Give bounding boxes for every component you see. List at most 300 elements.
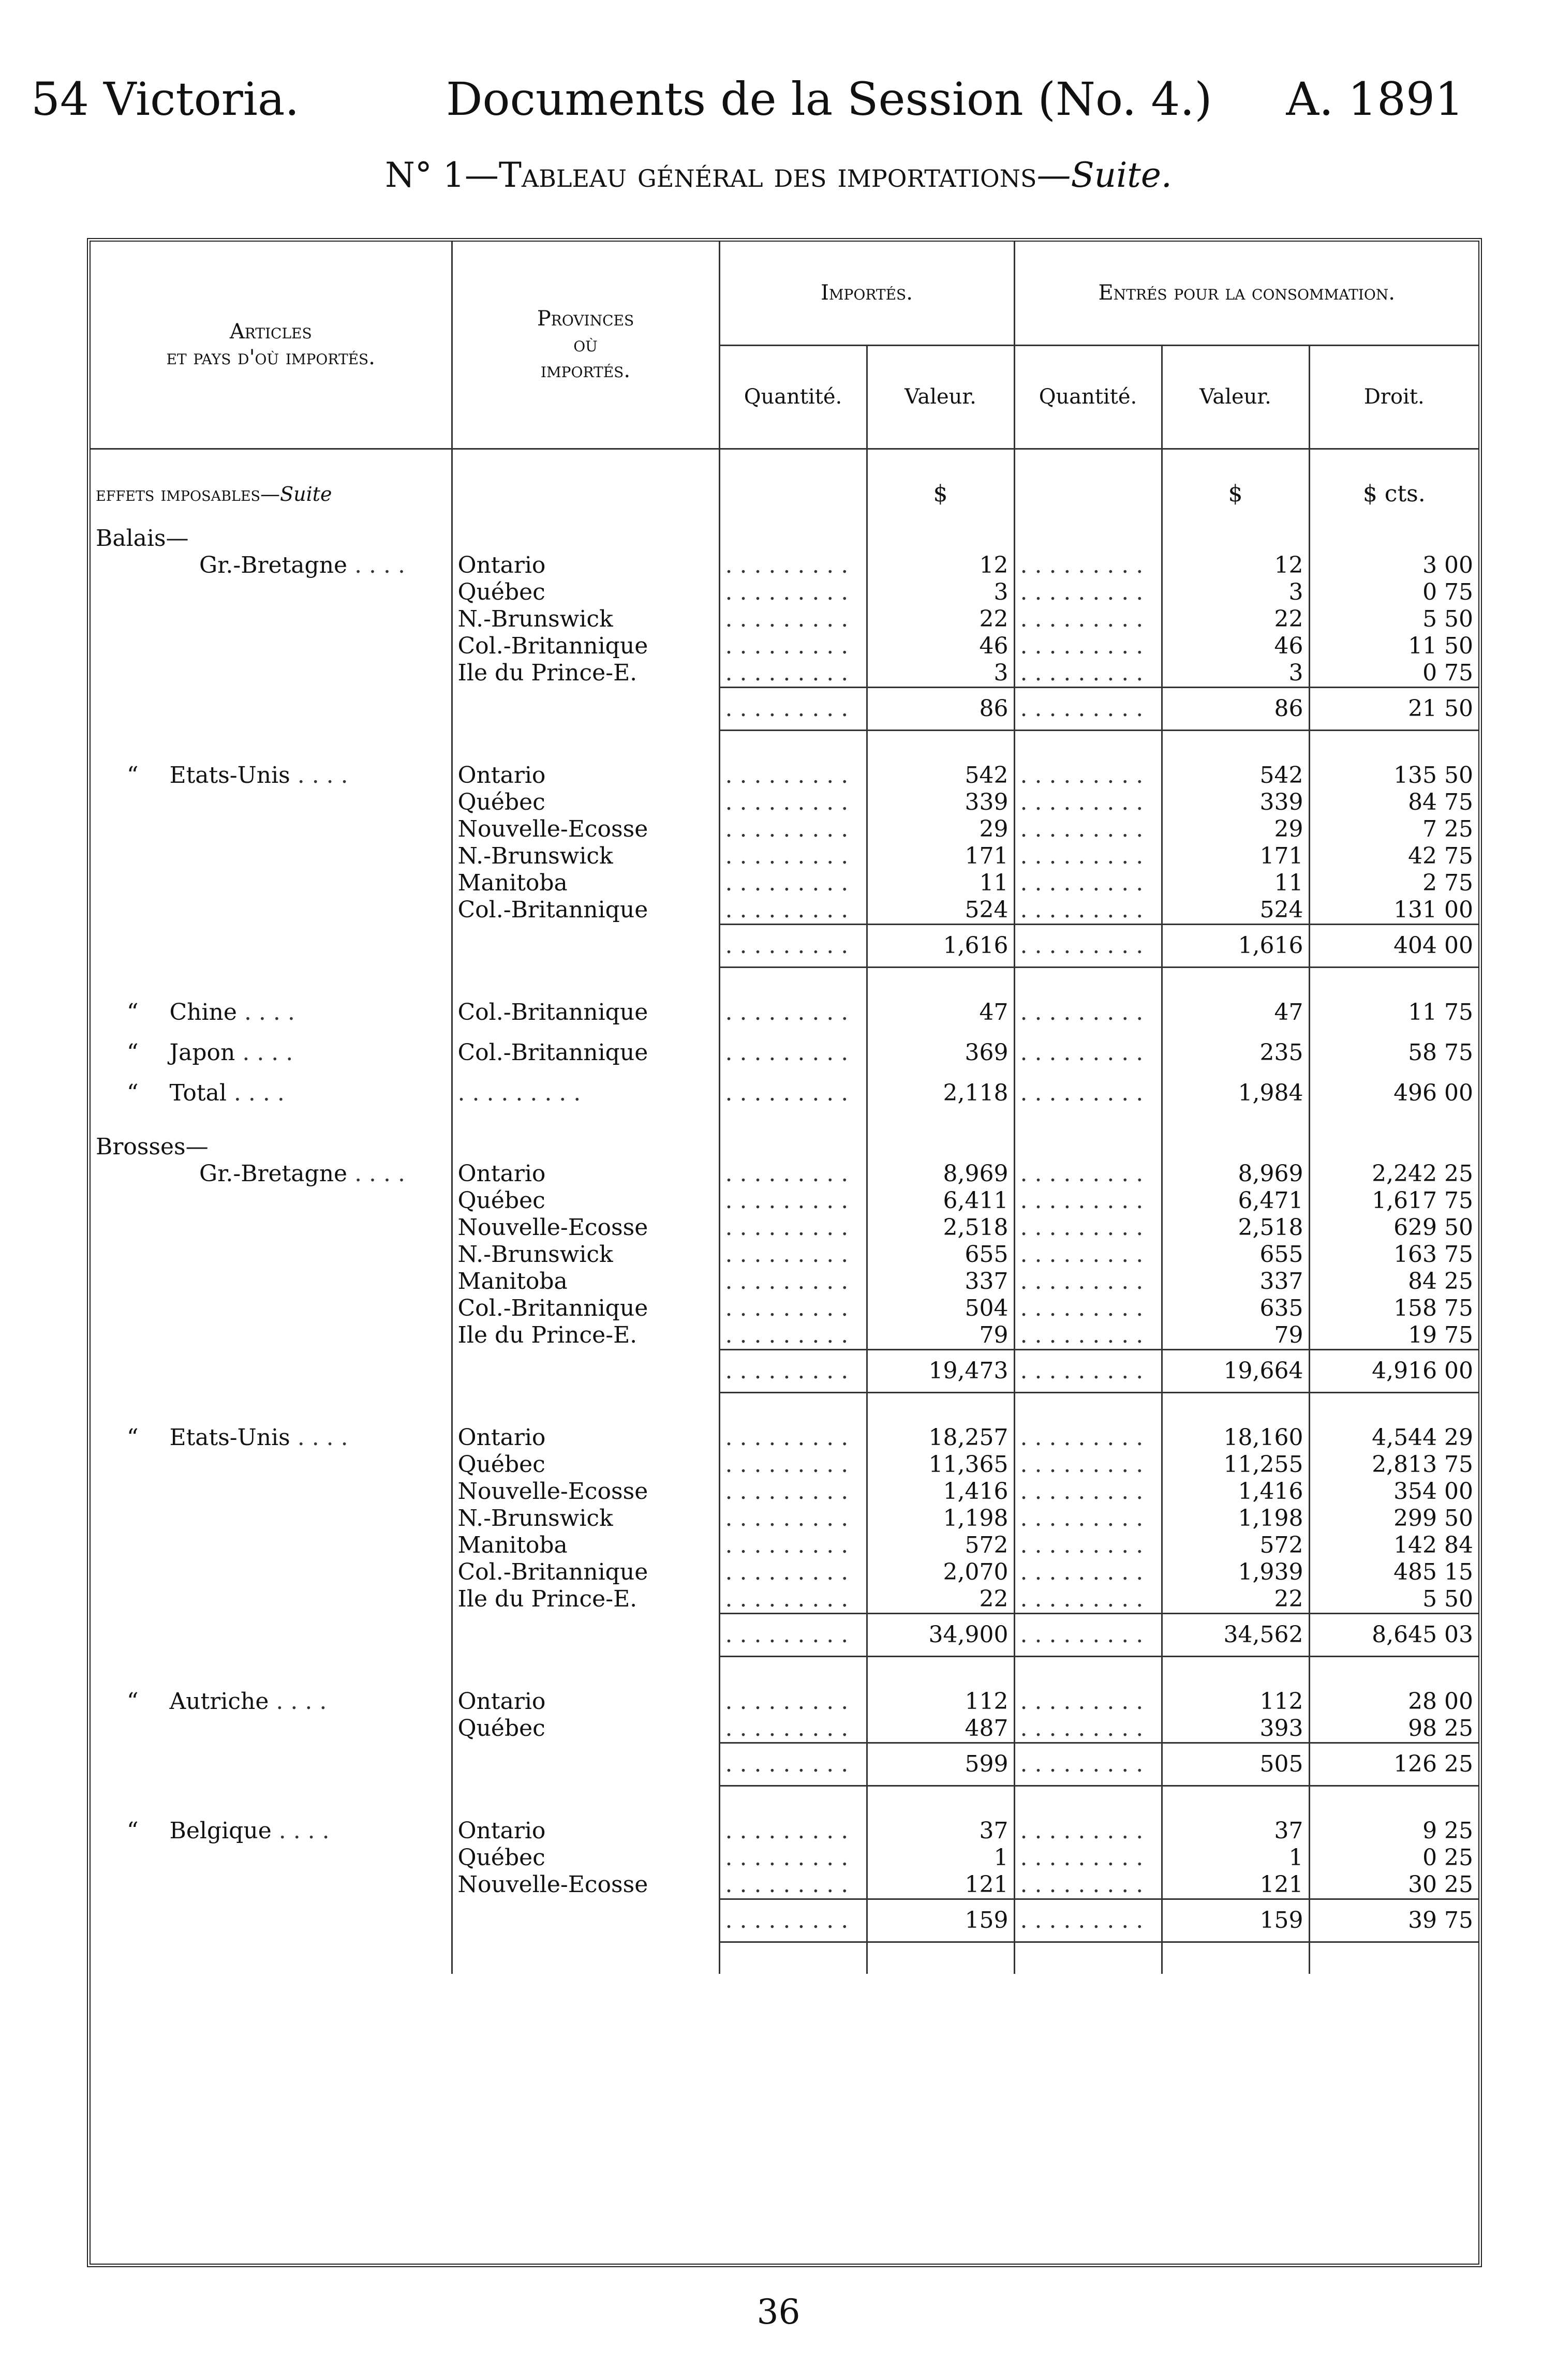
table-row (91, 1871, 1478, 1899)
valeur-importes: 369 (867, 1039, 1014, 1066)
table-row (91, 1505, 1478, 1532)
section-label (91, 449, 452, 512)
table-header (91, 242, 1478, 449)
ditto-mark: “ (127, 1424, 139, 1451)
valeur-entres: 524 (1162, 897, 1309, 925)
ditto-mark: “ (127, 1039, 139, 1066)
subtotal-valeur-importes: 159 (867, 1899, 1014, 1942)
valeur-entres: 37 (1162, 1818, 1309, 1844)
table-row (91, 870, 1478, 897)
province-cell: Ontario (452, 552, 719, 579)
province-cell: Ontario (452, 1161, 719, 1187)
dot-leader: . . . . . . . . . (1014, 1715, 1162, 1743)
dot-leader: . . . . . . . . . (1014, 1899, 1162, 1942)
dot-leader: . . . . . . . . . (1014, 843, 1162, 870)
ditto-mark: “ (127, 999, 139, 1025)
valeur-importes: 112 (867, 1688, 1014, 1715)
dot-leader: . . . . . . . . . (719, 1559, 867, 1586)
table-row (91, 660, 1478, 688)
dot-leader: . . . . . . . . . (1014, 687, 1162, 730)
subtotal-droit: 4,916 00 (1309, 1349, 1478, 1392)
col-header-provinces-line3: importés. (540, 359, 631, 383)
valeur-importes: 487 (867, 1715, 1014, 1743)
dot-leader: . . . . (226, 1079, 285, 1106)
valeur-entres: 339 (1162, 789, 1309, 816)
dot-leader: . . . . . . . . . (719, 924, 867, 967)
valeur-importes: 11,365 (867, 1451, 1014, 1478)
col-header-articles-line2: et pays d'où importés. (166, 346, 375, 370)
title-suffix: —Suite. (1036, 155, 1172, 195)
dot-leader: . . . . . . . . . (719, 552, 867, 579)
dot-leader: . . . . . . . . . (1014, 1688, 1162, 1715)
droit: 9 25 (1309, 1818, 1478, 1844)
dot-leader: . . . . . . . . . (719, 1478, 867, 1505)
valeur-importes: 47 (867, 999, 1014, 1026)
dot-leader: . . . . . . . . . (1014, 1161, 1162, 1187)
dot-leader: . . . . . . . . . (1014, 1295, 1162, 1322)
table-row (91, 1818, 1478, 1844)
valeur-entres: 2,518 (1162, 1214, 1309, 1241)
article-name: Balais— (96, 525, 189, 552)
dot-leader: . . . . . . . . . (1014, 1818, 1162, 1844)
table-row (91, 1478, 1478, 1505)
droit: 0 75 (1309, 579, 1478, 606)
subtotal-valeur-importes: 1,616 (867, 924, 1014, 967)
valeur-importes: 11 (867, 870, 1014, 897)
province-cell: Manitoba (452, 870, 719, 897)
province-cell: Québec (452, 1715, 719, 1743)
table-row (91, 1187, 1478, 1214)
province-cell: Ontario (452, 1424, 719, 1451)
table-row (91, 633, 1478, 660)
table-row (91, 552, 1478, 579)
table-row (91, 1322, 1478, 1350)
province-cell: Québec (452, 1451, 719, 1478)
dot-leader: . . . . . . . . . (1014, 762, 1162, 789)
table-row (91, 789, 1478, 816)
valeur-importes: 121 (867, 1871, 1014, 1899)
droit: 42 75 (1309, 843, 1478, 870)
dot-leader: . . . . . . . . . (719, 1871, 867, 1899)
dot-leader: . . . . (236, 999, 295, 1025)
dot-leader: . . . . . . . . . (1014, 1613, 1162, 1656)
droit: 5 50 (1309, 606, 1478, 633)
country-name: Belgique (169, 1817, 272, 1844)
subtotal-valeur-importes: 86 (867, 687, 1014, 730)
province-cell: Québec (452, 1844, 719, 1871)
dot-leader: . . . . . . . . . (719, 762, 867, 789)
subtotal-row (91, 1349, 1478, 1392)
spacer-row (91, 967, 1478, 999)
province-cell: Québec (452, 579, 719, 606)
valeur-importes: 18,257 (867, 1424, 1014, 1451)
droit: 354 00 (1309, 1478, 1478, 1505)
dot-leader: . . . . . . . . . (1014, 606, 1162, 633)
province-cell: Nouvelle-Ecosse (452, 1214, 719, 1241)
spacer-row (91, 512, 1478, 525)
dot-leader: . . . . . . . . . (719, 660, 867, 688)
province-cell: . . . . . . . . . (452, 1080, 719, 1107)
col-header-entres: Entrés pour la consommation. (1014, 242, 1478, 345)
dot-leader: . . . . . . . . . (1014, 552, 1162, 579)
valeur-entres: 1 (1162, 1844, 1309, 1871)
dot-leader: . . . . . . . . . (1014, 1080, 1162, 1107)
spacer-row (91, 1392, 1478, 1424)
valeur-importes: 29 (867, 816, 1014, 843)
province-cell: Col.-Britannique (452, 999, 719, 1026)
droit: 4,544 29 (1309, 1424, 1478, 1451)
article-row (91, 1134, 1478, 1161)
subtotal-row (91, 687, 1478, 730)
droit: 135 50 (1309, 762, 1478, 789)
dot-leader: . . . . . . . . . (719, 1424, 867, 1451)
country-name: Chine (169, 999, 237, 1025)
table-row (91, 1039, 1478, 1066)
subtotal-droit: 39 75 (1309, 1899, 1478, 1942)
dot-leader: . . . . . . . . . (1014, 1559, 1162, 1586)
country-cell (91, 1424, 452, 1451)
dot-leader: . . . . . . . . . (719, 816, 867, 843)
valeur-entres: 1,939 (1162, 1559, 1309, 1586)
subtotal-valeur-entres: 86 (1162, 687, 1309, 730)
dot-leader: . . . . . . . . . (719, 579, 867, 606)
country-name: Total (169, 1079, 227, 1106)
unit-valeur-entres: $ (1162, 449, 1309, 512)
running-header-right: A. 1891 (1286, 72, 1464, 126)
dot-leader: . . . . . . . . . (719, 1322, 867, 1350)
table-row (91, 762, 1478, 789)
province-cell: Col.-Britannique (452, 897, 719, 925)
dot-leader: . . . . . . . . . (1014, 579, 1162, 606)
province-cell: Nouvelle-Ecosse (452, 816, 719, 843)
dot-leader: . . . . . . . . . (1014, 999, 1162, 1026)
valeur-importes: 171 (867, 843, 1014, 870)
country-cell (91, 1039, 452, 1066)
valeur-importes: 542 (867, 762, 1014, 789)
droit: 2 75 (1309, 870, 1478, 897)
valeur-entres: 22 (1162, 606, 1309, 633)
valeur-importes: 1,416 (867, 1478, 1014, 1505)
valeur-importes: 79 (867, 1322, 1014, 1350)
dot-leader: . . . . . . . . . (719, 1268, 867, 1295)
subtotal-droit: 8,645 03 (1309, 1613, 1478, 1656)
valeur-entres: 171 (1162, 843, 1309, 870)
province-cell: Ontario (452, 1818, 719, 1844)
droit: 299 50 (1309, 1505, 1478, 1532)
valeur-importes: 504 (867, 1295, 1014, 1322)
spacer-row (91, 1942, 1478, 1974)
dot-leader: . . . . . . . . . (1014, 1871, 1162, 1899)
valeur-entres: 572 (1162, 1532, 1309, 1559)
dot-leader: . . . . (235, 1039, 293, 1066)
col-header-droit: Droit. (1309, 345, 1478, 449)
table-row (91, 1161, 1478, 1187)
col-header-quantite-importes: Quantité. (719, 345, 867, 449)
ditto-mark: “ (127, 1079, 139, 1106)
valeur-importes: 22 (867, 1586, 1014, 1614)
dot-leader: . . . . . . . . . (1014, 1349, 1162, 1392)
dot-leader: . . . . . . . . . (719, 1451, 867, 1478)
dot-leader: . . . . . . . . . (719, 1532, 867, 1559)
valeur-entres: 46 (1162, 633, 1309, 660)
section-row (91, 449, 1478, 512)
valeur-importes: 37 (867, 1818, 1014, 1844)
valeur-entres: 11 (1162, 870, 1309, 897)
article-row (91, 525, 1478, 552)
spacer-row (91, 1066, 1478, 1080)
valeur-entres: 8,969 (1162, 1161, 1309, 1187)
dot-leader: . . . . (290, 1424, 348, 1451)
subtotal-valeur-entres: 505 (1162, 1743, 1309, 1786)
valeur-entres: 393 (1162, 1715, 1309, 1743)
valeur-entres: 1,198 (1162, 1505, 1309, 1532)
dot-leader: . . . . . . . . . (1014, 633, 1162, 660)
droit: 158 75 (1309, 1295, 1478, 1322)
table-body (91, 449, 1478, 1974)
province-cell: Nouvelle-Ecosse (452, 1871, 719, 1899)
droit: 11 50 (1309, 633, 1478, 660)
dot-leader: . . . . . . . . . (1014, 1478, 1162, 1505)
valeur-entres: 29 (1162, 816, 1309, 843)
valeur-importes: 3 (867, 579, 1014, 606)
country-cell (91, 1688, 452, 1715)
droit: 142 84 (1309, 1532, 1478, 1559)
table-row (91, 897, 1478, 925)
table-row (91, 1844, 1478, 1871)
province-cell: N.-Brunswick (452, 1241, 719, 1268)
col-header-articles-line1: Articles (229, 320, 312, 344)
dot-leader: . . . . . . . . . (1014, 1505, 1162, 1532)
valeur-importes: 337 (867, 1268, 1014, 1295)
section-label-prefix: effets imposables— (96, 482, 280, 505)
dot-leader: . . . . . . . . . (719, 1844, 867, 1871)
col-header-articles (91, 242, 452, 449)
table-row (91, 1424, 1478, 1451)
table-title (0, 155, 1557, 195)
province-cell: Manitoba (452, 1532, 719, 1559)
valeur-entres: 6,471 (1162, 1187, 1309, 1214)
valeur-entres: 1,416 (1162, 1478, 1309, 1505)
droit: 84 75 (1309, 789, 1478, 816)
dot-leader: . . . . . . . . . (1014, 1214, 1162, 1241)
droit: 98 25 (1309, 1715, 1478, 1743)
country-cell (91, 1080, 452, 1107)
dot-leader: . . . . . . . . . (719, 1818, 867, 1844)
valeur-entres: 337 (1162, 1268, 1309, 1295)
subtotal-droit: 126 25 (1309, 1743, 1478, 1786)
dot-leader: . . . . . . . . . (1014, 1039, 1162, 1066)
dot-leader: . . . . . . . . . (1014, 1268, 1162, 1295)
droit: 84 25 (1309, 1268, 1478, 1295)
droit: 131 00 (1309, 897, 1478, 925)
dot-leader: . . . . . . . . . (1014, 1586, 1162, 1614)
droit: 7 25 (1309, 816, 1478, 843)
droit: 11 75 (1309, 999, 1478, 1026)
dot-leader: . . . . (347, 1160, 405, 1187)
country-name: Gr.-Bretagne (199, 552, 348, 578)
country-cell (91, 1161, 452, 1187)
dot-leader: . . . . . . . . . (719, 1161, 867, 1187)
running-header-center: Documents de la Session (No. 4.) (446, 72, 1212, 126)
subtotal-valeur-entres: 159 (1162, 1899, 1309, 1942)
spacer-row (91, 1786, 1478, 1818)
valeur-importes: 22 (867, 606, 1014, 633)
country-cell (91, 999, 452, 1026)
table-row (91, 1295, 1478, 1322)
spacer-row (91, 1107, 1478, 1120)
table-row (91, 1532, 1478, 1559)
province-cell: Ile du Prince-E. (452, 660, 719, 688)
dot-leader: . . . . . . . . . (1014, 1451, 1162, 1478)
dot-leader: . . . . . . . . . (1014, 897, 1162, 925)
dot-leader: . . . . (347, 552, 405, 578)
valeur-importes: 572 (867, 1532, 1014, 1559)
table-row (91, 1586, 1478, 1614)
ditto-mark: “ (127, 1817, 139, 1844)
province-cell: Manitoba (452, 1268, 719, 1295)
dot-leader: . . . . . . . . . (719, 1039, 867, 1066)
subtotal-valeur-importes: 599 (867, 1743, 1014, 1786)
valeur-importes: 2,070 (867, 1559, 1014, 1586)
droit: 2,813 75 (1309, 1451, 1478, 1478)
unit-droit: $ cts. (1309, 449, 1478, 512)
title-prefix: N° 1— (385, 155, 499, 195)
valeur-entres: 11,255 (1162, 1451, 1309, 1478)
dot-leader: . . . . . . . . . (719, 1187, 867, 1214)
subtotal-valeur-entres: 19,664 (1162, 1349, 1309, 1392)
col-header-valeur-importes: Valeur. (867, 345, 1014, 449)
country-name: Gr.-Bretagne (199, 1160, 348, 1187)
province-cell: Ile du Prince-E. (452, 1586, 719, 1614)
article-name: Brosses— (96, 1133, 209, 1160)
dot-leader: . . . . . . . . . (1014, 1743, 1162, 1786)
country-name: Etats-Unis (169, 762, 290, 789)
country-cell (91, 1818, 452, 1844)
section-label-suffix: Suite (280, 482, 332, 505)
valeur-importes: 2,118 (867, 1080, 1014, 1107)
province-cell: N.-Brunswick (452, 843, 719, 870)
dot-leader: . . . . (290, 762, 348, 789)
province-cell: N.-Brunswick (452, 606, 719, 633)
spacer-row (91, 1120, 1478, 1134)
droit: 30 25 (1309, 1871, 1478, 1899)
dot-leader: . . . . . . . . . (719, 1080, 867, 1107)
province-cell: Col.-Britannique (452, 633, 719, 660)
dot-leader: . . . . . . . . . (719, 1586, 867, 1614)
subtotal-droit: 21 50 (1309, 687, 1478, 730)
valeur-importes: 1,198 (867, 1505, 1014, 1532)
dot-leader: . . . . . . . . . (719, 1241, 867, 1268)
table-row (91, 1268, 1478, 1295)
valeur-importes: 655 (867, 1241, 1014, 1268)
province-cell: Nouvelle-Ecosse (452, 1478, 719, 1505)
droit: 19 75 (1309, 1322, 1478, 1350)
table-row (91, 816, 1478, 843)
dot-leader: . . . . . . . . . (719, 687, 867, 730)
province-cell: Québec (452, 1187, 719, 1214)
droit: 0 25 (1309, 1844, 1478, 1871)
table-frame (87, 238, 1482, 2267)
spacer-row (91, 730, 1478, 762)
valeur-importes: 1 (867, 1844, 1014, 1871)
dot-leader: . . . . . . . . . (719, 1613, 867, 1656)
dot-leader: . . . . . . . . . (719, 1743, 867, 1786)
page-number: 36 (757, 2292, 800, 2332)
droit: 629 50 (1309, 1214, 1478, 1241)
dot-leader: . . . . . . . . . (1014, 660, 1162, 688)
droit: 5 50 (1309, 1586, 1478, 1614)
dot-leader: . . . . (269, 1688, 327, 1715)
droit: 2,242 25 (1309, 1161, 1478, 1187)
droit: 496 00 (1309, 1080, 1478, 1107)
dot-leader: . . . . . . . . . (719, 999, 867, 1026)
subtotal-valeur-entres: 34,562 (1162, 1613, 1309, 1656)
col-header-provinces-line1: Provinces (537, 307, 634, 331)
dot-leader: . . . . . . . . . (1014, 1322, 1162, 1350)
valeur-entres: 1,984 (1162, 1080, 1309, 1107)
valeur-importes: 12 (867, 552, 1014, 579)
province-cell: Col.-Britannique (452, 1039, 719, 1066)
droit: 0 75 (1309, 660, 1478, 688)
country-name: Autriche (169, 1688, 269, 1715)
table-row (91, 1080, 1478, 1107)
province-cell: Ontario (452, 1688, 719, 1715)
valeur-entres: 112 (1162, 1688, 1309, 1715)
dot-leader: . . . . . . . . . (1014, 1187, 1162, 1214)
country-name: Japon (169, 1039, 235, 1066)
dot-leader: . . . . . . . . . (719, 1349, 867, 1392)
valeur-entres: 22 (1162, 1586, 1309, 1614)
col-header-quantite-entres: Quantité. (1014, 345, 1162, 449)
table-row (91, 1715, 1478, 1743)
subtotal-row (91, 1899, 1478, 1942)
running-header-left: 54 Victoria. (31, 72, 300, 126)
dot-leader: . . . . . . . . . (719, 1688, 867, 1715)
country-cell (91, 552, 452, 579)
country-name: Etats-Unis (169, 1424, 290, 1451)
subtotal-droit: 404 00 (1309, 924, 1478, 967)
droit: 58 75 (1309, 1039, 1478, 1066)
valeur-importes: 2,518 (867, 1214, 1014, 1241)
subtotal-row (91, 924, 1478, 967)
subtotal-valeur-entres: 1,616 (1162, 924, 1309, 967)
droit: 1,617 75 (1309, 1187, 1478, 1214)
subtotal-valeur-importes: 19,473 (867, 1349, 1014, 1392)
province-cell: Col.-Britannique (452, 1295, 719, 1322)
valeur-entres: 3 (1162, 579, 1309, 606)
valeur-importes: 524 (867, 897, 1014, 925)
valeur-entres: 635 (1162, 1295, 1309, 1322)
dot-leader: . . . . . . . . . (1014, 1844, 1162, 1871)
droit: 28 00 (1309, 1688, 1478, 1715)
droit: 3 00 (1309, 552, 1478, 579)
col-header-provinces-line2: où (573, 333, 598, 357)
valeur-entres: 18,160 (1162, 1424, 1309, 1451)
valeur-entres: 542 (1162, 762, 1309, 789)
spacer-row (91, 1656, 1478, 1688)
valeur-entres: 121 (1162, 1871, 1309, 1899)
table-row (91, 999, 1478, 1026)
valeur-importes: 46 (867, 633, 1014, 660)
province-cell: Québec (452, 789, 719, 816)
province-cell: Col.-Britannique (452, 1559, 719, 1586)
dot-leader: . . . . . . . . . (1014, 816, 1162, 843)
province-cell: Ile du Prince-E. (452, 1322, 719, 1350)
subtotal-row (91, 1613, 1478, 1656)
dot-leader: . . . . (271, 1817, 330, 1844)
subtotal-valeur-importes: 34,900 (867, 1613, 1014, 1656)
dot-leader: . . . . . . . . . (719, 1715, 867, 1743)
